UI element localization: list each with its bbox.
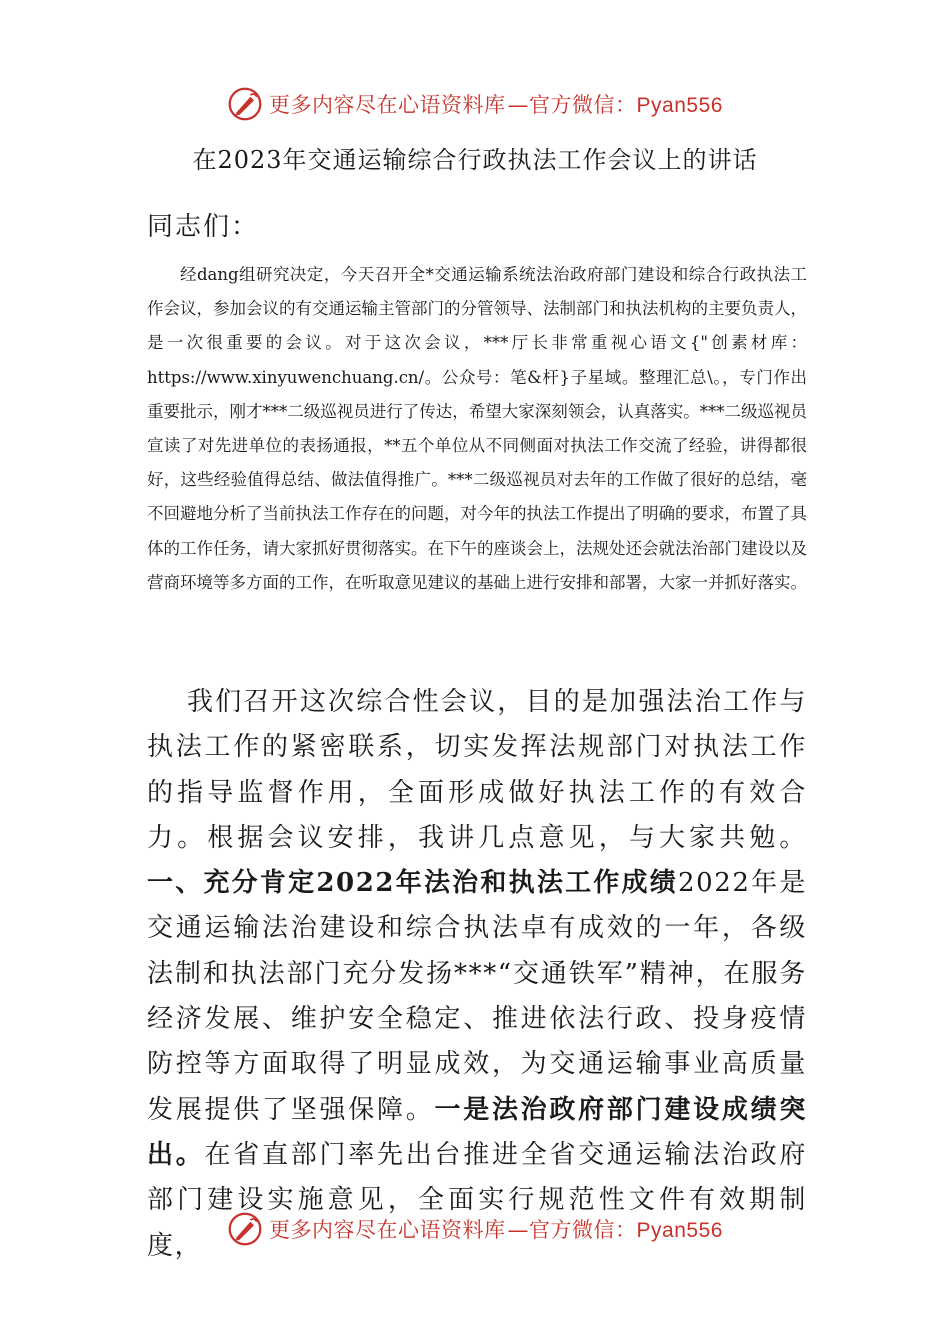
body-paragraph xyxy=(147,680,807,1269)
watermark-label: 更多内容尽在心语资料库—官方微信：Pyan556 xyxy=(269,93,723,117)
watermark-header xyxy=(0,84,950,124)
watermark-label: 更多内容尽在心语资料库—官方微信：Pyan556 xyxy=(269,1218,723,1242)
watermark-footer xyxy=(0,1209,950,1249)
pen-logo-icon xyxy=(227,86,263,122)
section-heading: 一、充分肯定2022年法治和执法工作成绩 xyxy=(147,868,678,899)
subsection-heading: 一是法治政府部门建设成绩突出。 xyxy=(147,1094,807,1170)
salutation: 同志们： xyxy=(147,212,260,242)
pen-logo-icon xyxy=(227,1211,263,1247)
body-text: 在省直部门率先出台推进全省交通运输法治政府部门建设实施意见，全面实行规范性文件有效期制度， xyxy=(147,1139,807,1261)
page-title: 在2023年交通运输综合行政执法工作会议上的讲话 xyxy=(192,146,758,174)
intro-paragraph: 经dang组研究决定，今天召开全*交通运输系统法治政府部门建设和综合行政执法工作会议，参加会议的有交通运输主管部门的分管领导、法制部门和执法机构的主要负责人，是一次很重要的会议。对于这次会议，***厅长非常重视心语文{"创素材库：https://www.xinyuwenchuang.cn/。公众号：笔&杆}子星域。整理汇总\。，专门作出重要批示，刚才***二级巡视员进行了传达，希望大家深刻领会，认真落实。***二级巡视员宣读了对先进单位的表扬通报，**五个单位从不同侧面对执法工作交流了经验，讲得都很好，这些经验值得总结、做法值得推广。***二级巡视员对去年的工作做了很好的总结，毫不回避地分析了当前执法工作存在的问题，对今年的执法工作提出了明确的要求，布置了具体的工作任务，请大家抓好贯彻落实。在下午的座谈会上，法规处还会就法治部门建设以及营商环境等多方面的工作，在听取意见建议的基础上进行安排和部署，大家一并抓好落实。 xyxy=(147,265,807,592)
body-text: 我们召开这次综合性会议，目的是加强法治工作与执法工作的紧密联系，切实发挥法规部门对执法工作的指导监督作用，全面形成做好执法工作的有效合力。根据会议安排，我讲几点意见，与大家共勉。 xyxy=(147,687,807,853)
body-text: 2022年是交通运输法治建设和综合执法卓有成效的一年，各级法制和执法部门充分发扬***“交通铁军”精神，在服务经济发展、维护安全稳定、推进依法行政、投身疫情防控等方面取得了明显成效，为交通运输事业高质量发展提供了坚强保障。 xyxy=(147,868,807,1125)
